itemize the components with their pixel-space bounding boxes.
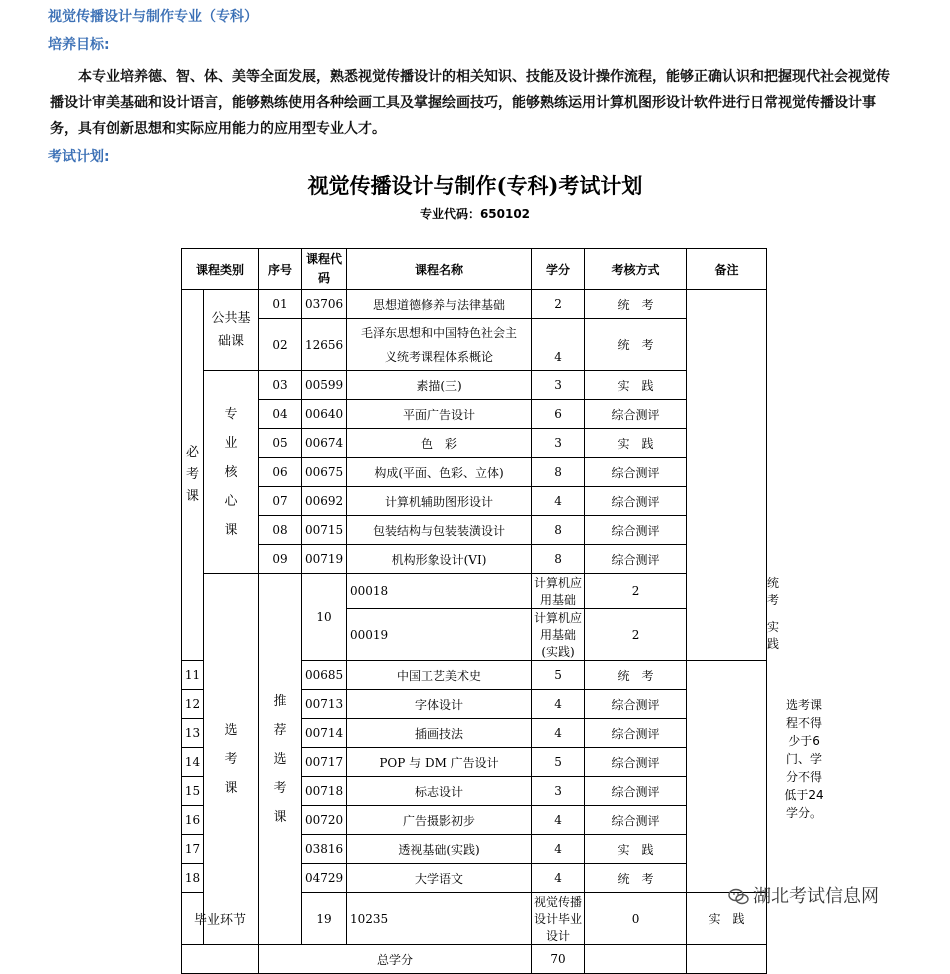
major-code: 专业代码：650102 xyxy=(419,207,531,221)
cell-exam: 实 践 xyxy=(585,835,687,864)
cell-exam: 综合测评 xyxy=(585,516,687,545)
cell-code: 00692 xyxy=(302,487,347,516)
cell-seq: 13 xyxy=(182,719,204,748)
table-row xyxy=(182,545,767,574)
header-category: 课程类别 xyxy=(182,249,259,290)
cell-name: 计算机应用基础 xyxy=(532,574,585,609)
cell-exam: 统 考 xyxy=(585,661,687,690)
cell-credit: 4 xyxy=(532,719,585,748)
group-recommended xyxy=(259,574,302,945)
cell-credit: 4 xyxy=(532,487,585,516)
cell-code: 03816 xyxy=(302,835,347,864)
table-row xyxy=(182,516,767,545)
cell-name: 构成(平面、色彩、立体) xyxy=(347,458,532,487)
cell-name: 广告摄影初步 xyxy=(347,806,532,835)
cell-name: 大学语文 xyxy=(347,864,532,893)
cell-exam: 实 践 xyxy=(585,371,687,400)
cell-name: 透视基础(实践) xyxy=(347,835,532,864)
cell-seq: 02 xyxy=(259,319,302,371)
cell-name: 机构形象设计(VI) xyxy=(347,545,532,574)
group-public-basic: 公共基础课 xyxy=(204,290,259,371)
cell-name: 中国工艺美术史 xyxy=(347,661,532,690)
cell-code: 00720 xyxy=(302,806,347,835)
cell-name: 标志设计 xyxy=(347,777,532,806)
cell-exam: 统 考 xyxy=(585,864,687,893)
total-row xyxy=(182,945,767,974)
table-header-row xyxy=(182,249,767,290)
group-core-label: 专业核心课 xyxy=(224,406,238,538)
cell-seq: 03 xyxy=(259,371,302,400)
cell-code: 04729 xyxy=(302,864,347,893)
cell-credit: 2 xyxy=(532,290,585,319)
watermark xyxy=(728,882,879,908)
remark-required xyxy=(687,290,767,661)
cell-credit: 8 xyxy=(532,458,585,487)
cell-name: 毛泽东思想和中国特色社会主义统考课程体系概论 xyxy=(347,319,532,371)
cell-credit: 4 xyxy=(532,806,585,835)
cell-exam: 综合测评 xyxy=(585,719,687,748)
cell-credit: 6 xyxy=(532,400,585,429)
watermark-text: 湖北考试信息网 xyxy=(753,886,879,907)
cell-credit: 8 xyxy=(532,516,585,545)
cell-seq: 19 xyxy=(302,893,347,945)
cell-credit: 5 xyxy=(532,661,585,690)
table-row xyxy=(182,319,767,371)
cell-code: 12656 xyxy=(302,319,347,371)
cell-code: 00718 xyxy=(302,777,347,806)
cell-code: 00717 xyxy=(302,748,347,777)
cell-exam: 实 践 xyxy=(687,893,767,945)
cell-seq: 09 xyxy=(259,545,302,574)
table-row: 00019 计算机应用基础(实践) 2 实 践 xyxy=(182,609,767,661)
cell-code: 00685 xyxy=(302,661,347,690)
cell-name: 视觉传播设计毕业设计 xyxy=(532,893,585,945)
cell-name: 色 彩 xyxy=(347,429,532,458)
cell-credit: 5 xyxy=(532,748,585,777)
group-required xyxy=(182,290,204,661)
cell-name: POP 与 DM 广告设计 xyxy=(347,748,532,777)
goal-paragraph: 本专业培养德、智、体、美等全面发展，熟悉视觉传播设计的相关知识、技能及设计操作流程，能够正确认识和把握现代社会视觉传播设计审美基础和设计语言，能够熟练使用各种绘画工具及掌握绘画技巧，能够熟练运用计算机图形设计软件进行日常视觉传播设计事务，具有创新思想和实际应用能力的应用型专业人才。 xyxy=(50,69,890,137)
cell-credit: 2 xyxy=(585,574,687,609)
table-row xyxy=(182,429,767,458)
cell-name: 字体设计 xyxy=(347,690,532,719)
header-name: 课程名称 xyxy=(347,249,532,290)
total-remark-blank xyxy=(687,945,767,974)
cell-code: 00018 xyxy=(347,574,532,609)
table-row xyxy=(182,400,767,429)
group-elective xyxy=(204,574,259,945)
cell-credit: 3 xyxy=(532,371,585,400)
cell-code: 00599 xyxy=(302,371,347,400)
cell-code: 00715 xyxy=(302,516,347,545)
cell-exam: 综合测评 xyxy=(585,487,687,516)
cell-name: 包装结构与包装装潢设计 xyxy=(347,516,532,545)
header-credit: 学分 xyxy=(532,249,585,290)
cell-seq: 17 xyxy=(182,835,204,864)
cell-seq: 14 xyxy=(182,748,204,777)
cell-name: 思想道德修养与法律基础 xyxy=(347,290,532,319)
cell-name: 插画技法 xyxy=(347,719,532,748)
cell-code: 00714 xyxy=(302,719,347,748)
cell-credit: 4 xyxy=(532,835,585,864)
cell-seq: 12 xyxy=(182,690,204,719)
header-remark: 备注 xyxy=(687,249,767,290)
cell-name: 计算机辅助图形设计 xyxy=(347,487,532,516)
cell-name: 平面广告设计 xyxy=(347,400,532,429)
cell-code: 00675 xyxy=(302,458,347,487)
cell-code: 03706 xyxy=(302,290,347,319)
header-code: 课程代码 xyxy=(302,249,347,290)
plan-title: 视觉传播设计与制作(专科)考试计划 xyxy=(307,173,643,198)
cell-exam: 统 考 xyxy=(585,290,687,319)
cell-seq: 10 xyxy=(302,574,347,661)
cell-seq: 16 xyxy=(182,806,204,835)
cell-exam: 综合测评 xyxy=(585,545,687,574)
cell-code: 10235 xyxy=(347,893,532,945)
group-required-label: 必考课 xyxy=(185,445,199,504)
cell-code: 00019 xyxy=(347,609,532,661)
group-core xyxy=(204,371,259,574)
wechat-icon xyxy=(728,888,750,906)
total-label: 总学分 xyxy=(259,945,532,974)
cell-exam: 综合测评 xyxy=(585,458,687,487)
cell-credit: 2 xyxy=(585,609,687,661)
group-elective-label: 选考课 xyxy=(224,722,238,796)
table-row xyxy=(182,290,767,319)
cell-exam: 实 践 xyxy=(585,429,687,458)
cell-seq: 01 xyxy=(259,290,302,319)
cell-credit: 3 xyxy=(532,429,585,458)
header-seq: 序号 xyxy=(259,249,302,290)
cell-seq: 15 xyxy=(182,777,204,806)
total-exam-blank xyxy=(585,945,687,974)
goal-label: 培养目标: xyxy=(48,37,110,53)
cell-code: 00713 xyxy=(302,690,347,719)
cell-seq: 18 xyxy=(182,864,204,893)
cell-credit: 0 xyxy=(585,893,687,945)
total-blank xyxy=(182,945,259,974)
page-heading: 视觉传播设计与制作专业（专科） xyxy=(48,9,258,25)
table-row xyxy=(182,458,767,487)
cell-seq: 05 xyxy=(259,429,302,458)
cell-credit: 8 xyxy=(532,545,585,574)
cell-credit: 4 xyxy=(532,864,585,893)
cell-seq: 06 xyxy=(259,458,302,487)
cell-credit: 4 xyxy=(532,319,585,371)
cell-exam: 综合测评 xyxy=(585,400,687,429)
cell-seq: 04 xyxy=(259,400,302,429)
cell-code: 00640 xyxy=(302,400,347,429)
cell-code: 00674 xyxy=(302,429,347,458)
elective-note-text: 选考课程不得少于6门、学分不得低于24学分。 xyxy=(784,698,824,820)
cell-code: 00719 xyxy=(302,545,347,574)
table-row xyxy=(182,371,767,400)
plan-label: 考试计划: xyxy=(48,149,110,165)
cell-exam: 综合测评 xyxy=(585,748,687,777)
cell-seq: 11 xyxy=(182,661,204,690)
cell-credit: 3 xyxy=(532,777,585,806)
cell-exam: 综合测评 xyxy=(585,690,687,719)
cell-name: 计算机应用基础(实践) xyxy=(532,609,585,661)
cell-exam: 统 考 xyxy=(585,319,687,371)
cell-seq: 07 xyxy=(259,487,302,516)
cell-name: 素描(三) xyxy=(347,371,532,400)
table-row xyxy=(182,487,767,516)
table-row: 选考课 推荐选考课 10 00018 计算机应用基础 2 统 考 选考课程不得少于6门、学分不得低于24学分。 xyxy=(182,574,767,609)
cell-credit: 4 xyxy=(532,690,585,719)
cell-exam: 综合测评 xyxy=(585,806,687,835)
total-value: 70 xyxy=(532,945,585,974)
header-exam: 考核方式 xyxy=(585,249,687,290)
cell-seq: 08 xyxy=(259,516,302,545)
group-recommended-label: 推荐选考课 xyxy=(273,693,287,825)
cell-exam: 综合测评 xyxy=(585,777,687,806)
group-graduation: 毕业环节 xyxy=(182,893,259,945)
